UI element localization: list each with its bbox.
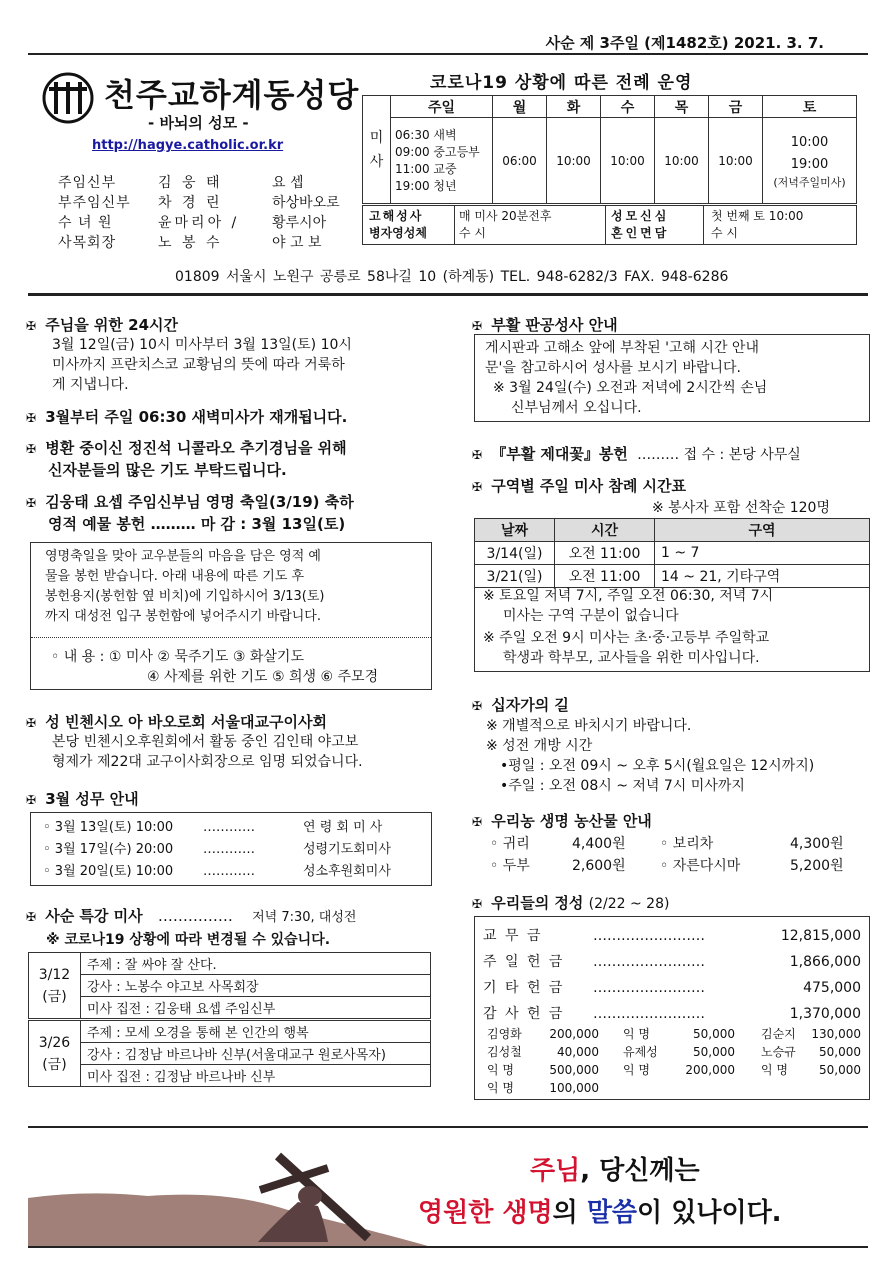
header-bottom-divider (28, 293, 868, 296)
section-note: ※ 봉사자 포함 선착순 120명 (652, 500, 830, 516)
section-title: ✠ 우리들의 정성 (2/22 ~ 28) (472, 894, 670, 912)
parish-title: 천주교하계동성당 (104, 76, 360, 114)
confession-box: 게시판과 고해소 앞에 부착된 '고해 시간 안내 문'을 참고하시어 성사를 보시기 바랍니다. ※ 3월 24일(수) 오전과 저녁에 2시간씩 손님 신부님께서 오십니다. (474, 334, 870, 422)
day-header: 월 (493, 96, 547, 118)
produce-list: ◦ 귀리 4,400원 ◦ 보리차 4,300원 ◦ 두부 2,600원 ◦ 자른다시마 5,200원 (490, 836, 844, 874)
lecture-table: 3/12 (금) 주제 : 잘 싸야 잘 산다. 강사 : 노봉수 야고보 사목회장 미사 집전 : 김웅태 요셉 주임신부 3/26 (금) 주제 : 모세 오경을 통해 본 인간의 행복 강사 : 김정남 바르나바 신부(서울대교구 원로사목자) 미사 집전 : 김정남 바르나바 신부 (28, 952, 431, 1087)
section-title: ✠ 사순 특강 미사 …………… 저녁 7:30, 대성전 (26, 907, 357, 925)
footer-divider (28, 1126, 868, 1128)
day-header: 주일 (391, 96, 493, 118)
bullet-icon: ✠ (26, 411, 37, 425)
section-title: ✠ 3월 성무 안내 (26, 790, 139, 808)
bullet-icon: ✠ (26, 319, 37, 333)
day-header: 목 (655, 96, 709, 118)
staff-row: 사목회장 노 봉 수 야 고 보 (58, 235, 322, 251)
bullet-icon: ✠ (26, 442, 37, 456)
section-title: ✠ 우리농 생명 농산물 안내 (472, 812, 652, 830)
day-header: 수 (601, 96, 655, 118)
day-header: 금 (709, 96, 763, 118)
mass-schedule-table (362, 95, 857, 204)
weekday-time: 10:00 (601, 118, 655, 204)
bullet-icon: ✠ (472, 319, 483, 333)
parish-url-link[interactable]: http://hagye.catholic.or.kr (92, 138, 284, 153)
donor-list: 김영화 200,000 익 명 50,000 김순지 130,000 김성철 40,000 유제성 50,000 노승규 50,000 익 명 500,000 익 명 200,000 익 명 50,000 익 명 100,000 (487, 1027, 861, 1095)
section-title: ✠ 부활 판공성사 안내 (472, 316, 618, 334)
section-title: ✠ 3월부터 주일 06:30 새벽미사가 재개됩니다. (26, 408, 348, 426)
parish-subtitle: - 바뇌의 성모 - (148, 114, 249, 132)
jesus-cross-illustration (28, 1150, 428, 1246)
offering-box: 영명축일을 맞아 교우분들의 마음을 담은 영적 예 물을 봉헌 받습니다. 아래 내용에 따른 기도 후 봉헌용지(봉헌함 옆 비치)에 기입하시어 3/13(토) 까지 대성전 입구 봉헌함에 넣어주시기 바랍니다. ◦ 내 용 : ① 미사 ② 묵주기도 ③ 화살기도 ④ 사제를 위한 기도 ⑤ 희생 ⑥ 주모경 (30, 542, 432, 690)
lecture-note: ※ 코로나19 상황에 따라 변경될 수 있습니다. (46, 932, 331, 948)
parish-address: 01809 서울시 노원구 공릉로 58나길 10 (하계동) TEL. 948-6282/3 FAX. 948-6286 (175, 269, 729, 285)
sunday-times: 06:30 새벽 09:00 중고등부 11:00 교중 19:00 청년 (391, 118, 493, 204)
holy-hour-value: 첫 번째 토 10:00 수 시 (711, 209, 804, 240)
section-body: 본당 빈첸시오후원회에서 활동 중인 김인태 야고보 형제가 제22대 교구이사회장으로 임명 되었습니다. (52, 734, 363, 770)
section-title: ✠ 십자가의 길 (472, 696, 569, 714)
staff-row: 수 녀 원 윤마리아 / 황루시아 (58, 215, 327, 231)
confession-value: 매 미사 20분전후 수 시 (459, 209, 552, 240)
liturgy-row: ◦ 3월 17일(수) 20:00 ………… 성령기도회미사 (43, 842, 391, 857)
bullet-icon: ✠ (26, 716, 37, 730)
bullet-icon: ✠ (472, 699, 483, 713)
section-title: ✠ 『부활 제대꽃』봉헌 ……… 접 수 : 본당 사무실 (472, 445, 801, 463)
weekday-time: 10:00 (709, 118, 763, 204)
section-title: ✠ 구역별 주일 미사 참례 시간표 (472, 477, 687, 495)
holy-hour-label: 성모신심 혼인면담 (611, 209, 670, 240)
district-notes: ※ 토요일 저녁 7시, 주일 오전 06:30, 저녁 7시 미사는 구역 구분이 없습니다 ※ 주일 오전 9시 미사는 초·중·고등부 주일학교 학생과 학부모, 교사들을 위한 미사입니다. (474, 582, 870, 672)
weekday-time: 06:00 (493, 118, 547, 204)
day-header: 토 (763, 96, 857, 118)
district-table: 날짜 시간 구역 3/14(일) 오전 11:00 1 ~ 7 3/21(일) 오전 11:00 14 ~ 21, 기타구역 (474, 518, 870, 588)
section-title: ✠ 성 빈첸시오 아 바오로회 서울대교구이사회 (26, 713, 327, 731)
parish-logo (42, 72, 94, 124)
liturgy-box (30, 812, 432, 886)
staff-row: 부주임신부 차 경 린 하상바오로 (58, 195, 340, 211)
confession-label: 고해성사 병자영성체 (369, 209, 427, 240)
offering-row: 감 사 헌 금 …………………… 1,370,000 (483, 1006, 861, 1022)
offerings-box (474, 916, 870, 1100)
footer-bottom-divider (28, 1246, 868, 1248)
saturday-times: 10:00 19:00 (저녁주일미사) (763, 118, 857, 204)
staff-row: 주임신부 김 웅 태 요 셉 (58, 175, 304, 191)
section-title: ✠ 김웅태 요셉 주임신부님 영명 축일(3/19) 축하 영적 예물 봉헌 ……… 마 감 : 3월 13일(토) (26, 493, 354, 533)
day-header: 화 (547, 96, 601, 118)
liturgy-row: ◦ 3월 20일(토) 10:00 ………… 성소후원회미사 (43, 864, 391, 879)
mass-row-label: 미사 (363, 96, 391, 204)
section-title: ✠ 병환 중이신 정진석 니콜라오 추기경님을 위해 신자분들의 많은 기도 부탁드립니다. (26, 439, 347, 479)
issue-info: 사순 제 3주일 (제1482호) 2021. 3. 7. (545, 34, 824, 52)
bullet-icon: ✠ (26, 793, 37, 807)
bullet-icon: ✠ (26, 910, 37, 924)
bullet-icon: ✠ (472, 480, 483, 494)
mass-schedule-title: 코로나19 상황에 따른 전례 운영 (430, 73, 693, 93)
footer-quote-line1: 주님, 당신께는 (530, 1156, 700, 1186)
bullet-icon: ✠ (472, 897, 483, 911)
liturgy-row: ◦ 3월 13일(토) 10:00 ………… 연 령 회 미 사 (43, 820, 383, 835)
offering-row: 주 일 헌 금 …………………… 1,866,000 (483, 954, 861, 970)
footer-quote-line2: 영원한 생명의 말씀이 있나이다. (418, 1198, 782, 1228)
section-body: 3월 12일(금) 10시 미사부터 3월 13일(토) 10시 미사까지 프란치스코 교황님의 뜻에 따라 거룩하 게 지냅니다. (52, 337, 352, 393)
weekday-time: 10:00 (547, 118, 601, 204)
bullet-icon: ✠ (26, 496, 37, 510)
weekday-time: 10:00 (655, 118, 709, 204)
offering-row: 교 무 금 …………………… 12,815,000 (483, 928, 861, 944)
section-title: ✠ 주님을 위한 24시간 (26, 316, 178, 334)
section-body: ※ 개별적으로 바치시기 바랍니다. ※ 성전 개방 시간 •평일 : 오전 09시 ~ 오후 5시(월요일은 12시까지) •주일 : 오전 08시 ~ 저녁 7시 미사까지 (486, 718, 815, 794)
header-divider (28, 53, 868, 55)
bullet-icon: ✠ (472, 448, 483, 462)
bullet-icon: ✠ (472, 815, 483, 829)
sacrament-info (362, 205, 857, 245)
offering-row: 기 타 헌 금 …………………… 475,000 (483, 980, 861, 996)
